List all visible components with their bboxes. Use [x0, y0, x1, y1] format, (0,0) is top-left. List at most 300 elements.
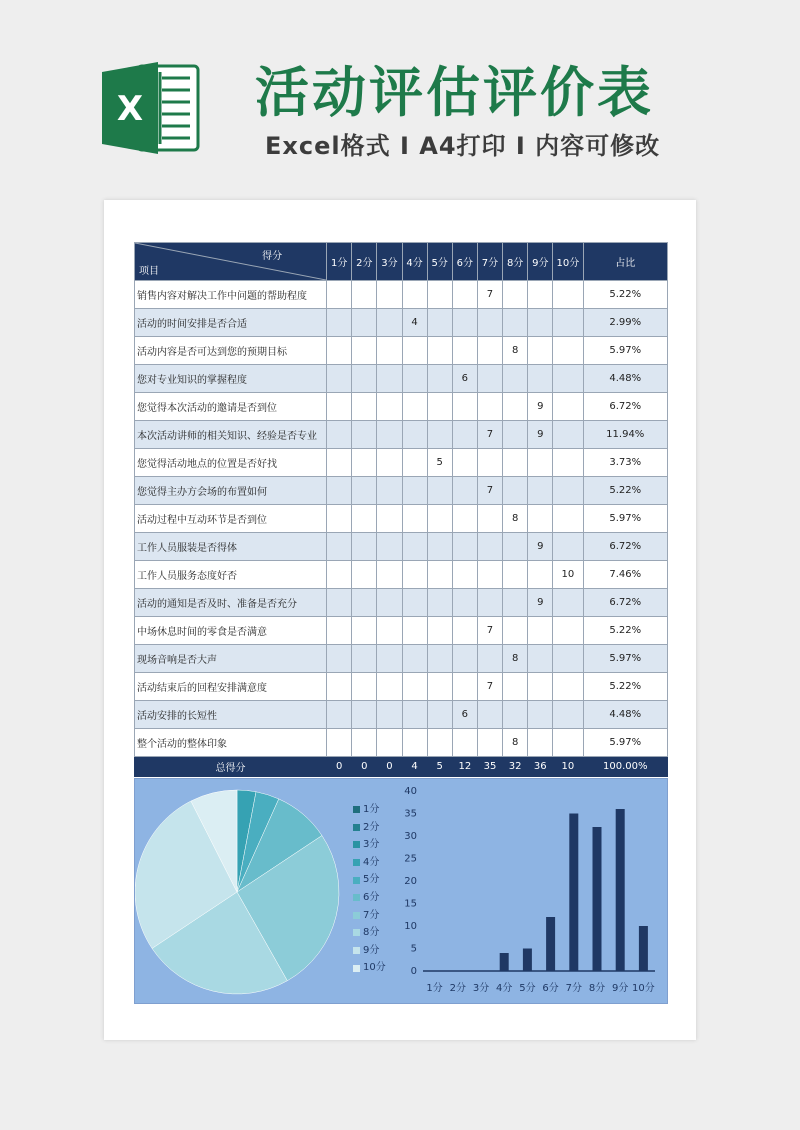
score-cell[interactable]	[377, 533, 402, 561]
x-tick-label: 1分	[426, 983, 443, 994]
score-cell[interactable]	[377, 309, 402, 337]
score-cell[interactable]	[503, 533, 528, 561]
item-cell: 活动的通知是否及时、准备是否充分	[135, 589, 327, 617]
score-cell[interactable]	[352, 645, 377, 673]
corner-header	[135, 243, 327, 281]
table-row	[135, 449, 668, 477]
score-cell[interactable]	[427, 337, 452, 365]
score-cell[interactable]	[352, 701, 377, 729]
score-cell[interactable]	[503, 309, 528, 337]
legend-swatch	[353, 894, 360, 901]
bar	[593, 827, 602, 971]
score-cell[interactable]	[427, 477, 452, 505]
total-cell: 4	[402, 757, 427, 777]
score-cell[interactable]	[503, 477, 528, 505]
total-cell: 10	[553, 757, 583, 777]
legend-item	[353, 836, 386, 854]
score-cell[interactable]	[352, 365, 377, 393]
score-cell[interactable]	[553, 645, 583, 673]
score-cell[interactable]	[553, 729, 583, 757]
score-cell[interactable]	[477, 729, 502, 757]
score-cell[interactable]	[452, 505, 477, 533]
x-tick-label: 7分	[565, 983, 582, 994]
score-cell[interactable]	[402, 645, 427, 673]
pct-cell: 7.46%	[583, 561, 668, 589]
score-cell[interactable]	[402, 281, 427, 309]
page-title: 活动评估评价表	[255, 61, 654, 124]
score-cell[interactable]	[427, 617, 452, 645]
score-cell[interactable]	[553, 393, 583, 421]
score-cell[interactable]	[427, 673, 452, 701]
score-cell[interactable]	[477, 533, 502, 561]
score-cell[interactable]	[377, 393, 402, 421]
score-cell[interactable]	[327, 449, 352, 477]
legend-item	[353, 942, 386, 960]
score-cell[interactable]	[352, 561, 377, 589]
score-cell[interactable]	[452, 645, 477, 673]
pct-cell: 5.22%	[583, 281, 668, 309]
score-cell[interactable]	[427, 701, 452, 729]
total-cell: 36	[528, 757, 553, 777]
pct-cell: 2.99%	[583, 309, 668, 337]
table-row	[135, 729, 668, 757]
item-cell: 您觉得活动地点的位置是否好找	[135, 449, 327, 477]
score-cell[interactable]	[528, 701, 553, 729]
total-label: 总得分	[135, 757, 327, 777]
score-cell[interactable]	[377, 421, 402, 449]
item-cell: 您对专业知识的掌握程度	[135, 365, 327, 393]
score-cell[interactable]	[503, 281, 528, 309]
pct-cell: 4.48%	[583, 701, 668, 729]
score-cell[interactable]	[427, 505, 452, 533]
score-cell[interactable]	[352, 589, 377, 617]
score-cell[interactable]	[327, 309, 352, 337]
score-cell[interactable]	[553, 365, 583, 393]
legend-label: 5分	[363, 874, 380, 886]
corner-score-label: 得分	[262, 251, 283, 262]
score-cell[interactable]	[528, 281, 553, 309]
score-cell[interactable]	[377, 701, 402, 729]
score-cell[interactable]: 9	[528, 421, 553, 449]
score-cell[interactable]	[528, 561, 553, 589]
table-row	[135, 365, 668, 393]
score-cell[interactable]	[377, 561, 402, 589]
score-cell[interactable]	[452, 589, 477, 617]
score-cell[interactable]: 7	[477, 477, 502, 505]
table-row	[135, 421, 668, 449]
score-cell[interactable]	[528, 729, 553, 757]
score-cell[interactable]: 8	[503, 645, 528, 673]
score-cell[interactable]	[503, 589, 528, 617]
item-cell: 现场音响是否大声	[135, 645, 327, 673]
score-cell[interactable]	[377, 365, 402, 393]
table-row	[135, 477, 668, 505]
table-row	[135, 617, 668, 645]
score-cell[interactable]	[402, 533, 427, 561]
score-cell[interactable]	[377, 589, 402, 617]
legend-item	[353, 854, 386, 872]
total-cell: 32	[503, 757, 528, 777]
score-cell[interactable]	[528, 449, 553, 477]
item-cell: 销售内容对解决工作中问题的帮助程度	[135, 281, 327, 309]
score-cell[interactable]	[327, 701, 352, 729]
score-cell[interactable]	[402, 701, 427, 729]
score-table	[134, 242, 668, 777]
score-cell[interactable]	[452, 617, 477, 645]
x-tick-label: 5分	[519, 983, 536, 994]
score-cell[interactable]	[327, 365, 352, 393]
legend-swatch	[353, 877, 360, 884]
score-cell[interactable]	[327, 561, 352, 589]
score-cell[interactable]	[327, 505, 352, 533]
score-cell[interactable]	[427, 561, 452, 589]
score-column-header: 7分	[477, 243, 502, 281]
score-cell[interactable]	[402, 477, 427, 505]
bar-chart	[393, 779, 667, 1005]
excel-logo-letter: X	[116, 89, 144, 129]
pct-cell: 11.94%	[583, 421, 668, 449]
pct-cell: 5.22%	[583, 617, 668, 645]
score-cell[interactable]	[327, 421, 352, 449]
legend-label: 3分	[363, 839, 380, 851]
x-tick-label: 9分	[612, 983, 629, 994]
x-tick-label: 4分	[496, 983, 513, 994]
score-cell[interactable]	[528, 477, 553, 505]
pct-cell: 5.97%	[583, 645, 668, 673]
score-column-header: 1分	[327, 243, 352, 281]
x-tick-label: 6分	[542, 983, 559, 994]
score-cell[interactable]	[477, 309, 502, 337]
score-cell[interactable]	[327, 533, 352, 561]
item-cell: 工作人员服装是否得体	[135, 533, 327, 561]
bar	[639, 926, 648, 971]
score-cell[interactable]	[327, 645, 352, 673]
score-cell[interactable]	[553, 673, 583, 701]
score-cell[interactable]	[402, 393, 427, 421]
score-cell[interactable]	[477, 337, 502, 365]
score-cell[interactable]: 8	[503, 337, 528, 365]
score-cell[interactable]	[327, 617, 352, 645]
item-cell: 中场休息时间的零食是否满意	[135, 617, 327, 645]
score-cell[interactable]	[427, 365, 452, 393]
score-cell[interactable]	[452, 281, 477, 309]
total-cell: 0	[327, 757, 352, 777]
score-cell[interactable]	[402, 337, 427, 365]
score-column-header: 9分	[528, 243, 553, 281]
pct-cell: 4.48%	[583, 365, 668, 393]
bar	[500, 953, 509, 971]
score-cell[interactable]	[503, 393, 528, 421]
score-cell[interactable]: 8	[503, 729, 528, 757]
score-cell[interactable]	[402, 561, 427, 589]
score-cell[interactable]	[452, 477, 477, 505]
score-column-header: 8分	[503, 243, 528, 281]
score-cell[interactable]: 5	[427, 449, 452, 477]
score-cell[interactable]	[553, 589, 583, 617]
score-cell[interactable]	[427, 589, 452, 617]
score-column-header: 5分	[427, 243, 452, 281]
score-cell[interactable]	[528, 505, 553, 533]
score-cell[interactable]	[477, 505, 502, 533]
score-cell[interactable]	[553, 337, 583, 365]
score-cell[interactable]: 6	[452, 701, 477, 729]
legend-swatch	[353, 806, 360, 813]
score-cell[interactable]	[503, 421, 528, 449]
score-cell[interactable]	[452, 533, 477, 561]
score-cell[interactable]	[327, 729, 352, 757]
score-cell[interactable]	[477, 449, 502, 477]
y-tick-label: 10	[404, 921, 417, 932]
score-cell[interactable]: 7	[477, 673, 502, 701]
pct-column-header: 占比	[583, 243, 668, 281]
y-tick-label: 15	[404, 898, 417, 910]
score-cell[interactable]: 8	[503, 505, 528, 533]
score-cell[interactable]	[427, 393, 452, 421]
score-cell[interactable]	[452, 421, 477, 449]
item-cell: 活动的时间安排是否合适	[135, 309, 327, 337]
score-cell[interactable]	[477, 701, 502, 729]
score-cell[interactable]	[452, 337, 477, 365]
total-cell: 0	[352, 757, 377, 777]
score-cell[interactable]	[377, 449, 402, 477]
item-cell: 您觉得本次活动的邀请是否到位	[135, 393, 327, 421]
score-cell[interactable]	[427, 645, 452, 673]
legend-item	[353, 959, 386, 977]
score-cell[interactable]	[503, 449, 528, 477]
score-cell[interactable]	[402, 617, 427, 645]
page-subtitle: Excel格式 I A4打印 I 内容可修改	[265, 132, 661, 160]
pie-legend	[353, 801, 386, 977]
score-cell[interactable]	[427, 533, 452, 561]
table-row	[135, 673, 668, 701]
x-tick-label: 3分	[472, 983, 490, 994]
legend-label: 10分	[363, 962, 386, 974]
score-cell[interactable]	[352, 505, 377, 533]
table-row	[135, 561, 668, 589]
table-row	[135, 393, 668, 421]
table-row	[135, 281, 668, 309]
score-cell[interactable]	[452, 561, 477, 589]
legend-item	[353, 801, 386, 819]
pct-cell: 3.73%	[583, 449, 668, 477]
score-column-header: 3分	[377, 243, 402, 281]
score-column-header: 2分	[352, 243, 377, 281]
score-cell[interactable]	[528, 645, 553, 673]
legend-swatch	[353, 912, 360, 919]
item-cell: 活动过程中互动环节是否到位	[135, 505, 327, 533]
score-cell[interactable]	[402, 365, 427, 393]
table-row	[135, 337, 668, 365]
score-cell[interactable]: 7	[477, 421, 502, 449]
pct-cell: 5.97%	[583, 505, 668, 533]
score-cell[interactable]	[402, 729, 427, 757]
table-row	[135, 701, 668, 729]
score-cell[interactable]	[377, 673, 402, 701]
score-cell[interactable]: 6	[452, 365, 477, 393]
score-cell[interactable]	[402, 589, 427, 617]
y-tick-label: 20	[404, 876, 417, 887]
legend-label: 1分	[363, 804, 380, 815]
score-cell[interactable]	[503, 561, 528, 589]
score-cell[interactable]: 9	[528, 589, 553, 617]
score-cell[interactable]: 9	[528, 393, 553, 421]
score-cell[interactable]	[352, 449, 377, 477]
x-tick-label: 8分	[588, 983, 606, 994]
item-cell: 工作人员服务态度好否	[135, 561, 327, 589]
score-cell[interactable]	[377, 729, 402, 757]
score-cell[interactable]: 7	[477, 617, 502, 645]
item-cell: 整个活动的整体印象	[135, 729, 327, 757]
legend-swatch	[353, 841, 360, 848]
x-tick-label: 10分	[632, 983, 655, 994]
y-tick-label: 30	[404, 831, 417, 842]
score-cell[interactable]	[352, 729, 377, 757]
score-cell[interactable]	[528, 673, 553, 701]
score-cell[interactable]	[477, 393, 502, 421]
score-cell[interactable]	[327, 393, 352, 421]
score-cell[interactable]	[327, 477, 352, 505]
score-cell[interactable]	[477, 561, 502, 589]
score-cell[interactable]	[477, 589, 502, 617]
table-header-row	[135, 243, 668, 281]
item-cell: 本次活动讲师的相关知识、经验是否专业	[135, 421, 327, 449]
pct-cell: 5.22%	[583, 673, 668, 701]
legend-swatch	[353, 929, 360, 936]
score-cell[interactable]	[477, 365, 502, 393]
item-cell: 活动内容是否可达到您的预期目标	[135, 337, 327, 365]
score-cell[interactable]	[402, 673, 427, 701]
score-cell[interactable]	[528, 309, 553, 337]
score-cell[interactable]	[377, 281, 402, 309]
score-cell[interactable]	[452, 309, 477, 337]
score-cell[interactable]	[553, 477, 583, 505]
score-cell[interactable]	[452, 729, 477, 757]
excel-logo-icon	[100, 60, 200, 156]
legend-swatch	[353, 947, 360, 954]
score-cell[interactable]: 10	[553, 561, 583, 589]
table-row	[135, 505, 668, 533]
pct-cell: 5.22%	[583, 477, 668, 505]
score-cell[interactable]	[402, 449, 427, 477]
corner-item-label: 项目	[139, 266, 159, 277]
score-cell[interactable]	[553, 505, 583, 533]
score-cell[interactable]	[352, 673, 377, 701]
legend-item	[353, 889, 386, 907]
score-cell[interactable]	[402, 421, 427, 449]
score-cell[interactable]	[377, 505, 402, 533]
score-cell[interactable]	[553, 449, 583, 477]
score-cell[interactable]	[503, 617, 528, 645]
score-cell[interactable]	[452, 673, 477, 701]
score-cell[interactable]: 4	[402, 309, 427, 337]
score-cell[interactable]	[553, 533, 583, 561]
score-cell[interactable]	[503, 701, 528, 729]
score-cell[interactable]	[427, 729, 452, 757]
total-cell: 0	[377, 757, 402, 777]
score-cell[interactable]	[427, 309, 452, 337]
bar	[523, 949, 532, 972]
score-cell[interactable]	[452, 449, 477, 477]
score-cell[interactable]	[327, 337, 352, 365]
y-tick-label: 40	[404, 786, 417, 797]
score-cell[interactable]	[452, 393, 477, 421]
score-cell[interactable]	[327, 589, 352, 617]
score-cell[interactable]	[553, 617, 583, 645]
score-column-header: 10分	[553, 243, 583, 281]
score-cell[interactable]	[352, 477, 377, 505]
legend-swatch	[353, 859, 360, 866]
score-cell[interactable]	[377, 477, 402, 505]
score-cell[interactable]	[553, 309, 583, 337]
score-cell[interactable]	[553, 701, 583, 729]
score-cell[interactable]	[377, 617, 402, 645]
pct-cell: 6.72%	[583, 393, 668, 421]
score-cell[interactable]: 9	[528, 533, 553, 561]
score-cell[interactable]	[352, 281, 377, 309]
legend-label: 2分	[363, 821, 380, 833]
legend-item	[353, 924, 386, 942]
score-cell[interactable]: 7	[477, 281, 502, 309]
legend-label: 6分	[363, 891, 380, 903]
legend-swatch	[353, 824, 360, 831]
score-cell[interactable]	[528, 617, 553, 645]
score-cell[interactable]	[377, 337, 402, 365]
total-pct: 100.00%	[583, 757, 668, 777]
pct-cell: 5.97%	[583, 337, 668, 365]
score-cell[interactable]	[352, 421, 377, 449]
score-cell[interactable]	[377, 645, 402, 673]
y-tick-label: 5	[410, 943, 417, 955]
score-cell[interactable]	[528, 337, 553, 365]
total-cell: 35	[477, 757, 502, 777]
score-column-header: 6分	[452, 243, 477, 281]
score-cell[interactable]	[352, 309, 377, 337]
score-cell[interactable]	[553, 421, 583, 449]
score-cell[interactable]	[352, 533, 377, 561]
item-cell: 活动结束后的回程安排满意度	[135, 673, 327, 701]
score-cell[interactable]	[477, 645, 502, 673]
score-cell[interactable]	[352, 617, 377, 645]
legend-item	[353, 819, 386, 837]
chart-panel	[134, 778, 668, 1004]
score-cell[interactable]	[352, 393, 377, 421]
score-cell[interactable]	[427, 421, 452, 449]
pct-cell: 6.72%	[583, 589, 668, 617]
y-tick-label: 35	[404, 808, 417, 820]
legend-item	[353, 907, 386, 925]
item-cell: 您觉得主办方会场的布置如何	[135, 477, 327, 505]
legend-item	[353, 871, 386, 889]
score-cell[interactable]	[327, 281, 352, 309]
total-cell: 5	[427, 757, 452, 777]
x-tick-label: 2分	[449, 983, 466, 994]
score-cell[interactable]	[503, 673, 528, 701]
score-cell[interactable]	[327, 673, 352, 701]
bar	[616, 809, 625, 971]
score-cell[interactable]	[427, 281, 452, 309]
score-column-header: 4分	[402, 243, 427, 281]
score-cell[interactable]	[402, 505, 427, 533]
legend-label: 8分	[363, 927, 380, 939]
item-cell: 活动安排的长短性	[135, 701, 327, 729]
total-row	[135, 757, 668, 777]
score-cell[interactable]	[528, 365, 553, 393]
pct-cell: 5.97%	[583, 729, 668, 757]
score-cell[interactable]	[352, 337, 377, 365]
score-cell[interactable]	[503, 365, 528, 393]
pct-cell: 6.72%	[583, 533, 668, 561]
score-cell[interactable]	[553, 281, 583, 309]
